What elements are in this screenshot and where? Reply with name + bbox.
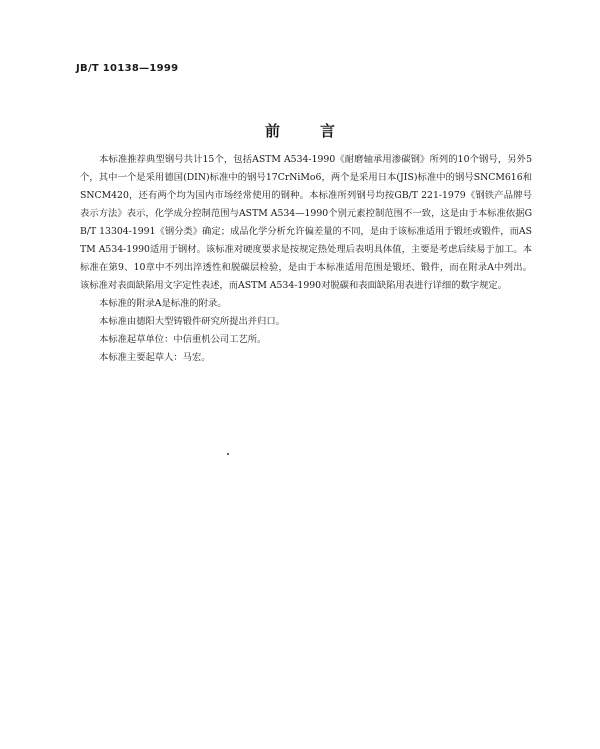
paragraph-appendix: 本标准的附录A是标准的附录。 (99, 298, 227, 309)
page-title: 前言 (264, 122, 375, 140)
standard-code: JB/T 10138—1999 (76, 63, 179, 74)
paragraph-main: 本标准推荐典型钢号共计15个，包括ASTM A534-1990《耐磨轴承用渗碳钢》所列的10个钢号，另外5个，其中一个是采用德国(DIN)标准中的钢号17CrNiMo6，两个是采用日本(JIS)标准中的钢号SNCM616和SNCM420，还有两个均为国内市场经常使用的钢种。本标准所列钢号均按GB/T 221-1979《钢铁产品牌号表示方法》表示，化学成分控制范围与ASTM A534—1990个别元素控制范围不一致，这是由于本标准依据GB/T 13304-1991《钢分类》确定；成品化学分析允许偏差量的不同，是由于该标准适用于锻坯或锻件，而ASTM A534-1990适用于钢材。该标准对硬度要求是按规定热处理后表明具体值，主要是考虑后续易于加工。本标准在第9、10章中不列出淬透性和脱碳层检验，是由于本标准适用范围是锻坯、锻件，而在附录A中列出。该标准对表面缺陷用文字定性表述，而ASTM A534-1990对脱碳和表面缺陷用表进行详细的数字规定。 (80, 154, 532, 291)
paragraph-proposer: 本标准由德阳大型铸锻件研究所提出并归口。 (99, 316, 285, 327)
scan-speck (227, 453, 229, 455)
body-text (80, 151, 532, 367)
paragraph-drafting-unit: 本标准起草单位：中信重机公司工艺所。 (99, 334, 267, 345)
paragraph-drafter: 本标准主要起草人：马宏。 (99, 352, 211, 363)
